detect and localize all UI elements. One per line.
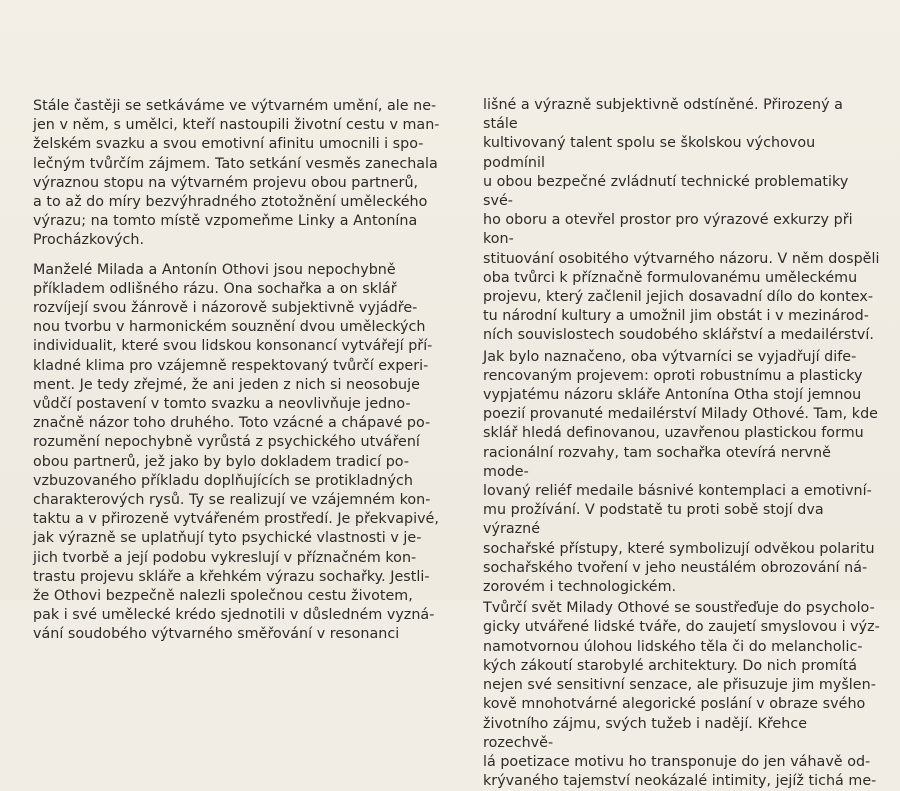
paragraph-intro: Stále častěji se setkáváme ve výtvarném umění, ale ne- jen v něm, s umělci, kteří nastoupili životní cestu v man- želském svazku a svou emotivní afinitu umocnili i spo- lečným tvůrčím zájmem. Tato setkání vesměs zanechala výraznou stopu na výtvarném projevu obou partnerů, a to až do míry bezvýhradného ztotožnění uměleckého výrazu; na tomto místě vzpomeňme Linky a Antonína Procházkových. (33, 98, 440, 249)
right-text-column (483, 96, 881, 791)
paragraph-differences: Jak bylo naznačeno, oba výtvarníci se vyjadřují dife- rencovaným projevem: oproti robustnímu a plasticky vypjatému názoru skláře Antonína Otha stojí jemnou poezií provanuté medailérství Milady Othové. Tam, kde sklář hledá definovanou, uzavřenou plastickou formu racionální rozvahy, tam sochařka otevírá nervně mode- lovaný reliéf medaile básnivé kontemplaci a emotivní- mu prožívání. V podstatě tu proti sobě stojí dva výrazné sochařské přístupy, které symbolizují odvěkou polaritu sochařského tvoření v jeho neustálém obrozování ná- zorovém i technologickém. (483, 348, 878, 596)
paragraph-othovi: Manželé Milada a Antonín Othovi jsou nepochybně příkladem odlišného rázu. Ona sochařka a on sklář rozvíjejí svou žánrově i názorově subjektivně vyjádře- nou tvorbu v harmonickém souznění dvou uměleckých individualit, které svou lidskou konsonancí vytvářejí pří- kladné klima pro vzájemně respektovaný tvůrčí experi- ment. Je tedy zřejmé, že ani jeden z nich si neosobuje vůdčí postavení v tomto svazku a neovlivňuje jedno- značně názor toho druhého. Toto vzácné a chápavé po- rozumění nepochybně vyrůstá z psychického utváření obou partnerů, jež jako by bylo dokladem tradicí po- vzbuzovaného příkladu doplňujících se protikladných charakterových rysů. Ty se realizují ve vzájemném kon- taktu a v přirozeně vytvářeném prostředí. Je překvapivé, jak výrazně se uplatňují tyto psychické vlastnosti v je- jich tvorbě a její podobu vykreslují v příznačném kon- trastu projevu skláře a křehkém výrazu sochařky. Jestli- že Othovi bezpečně nalezli společnou cestu životem, pak i své umělecké krédo sjednotili v důsledném vyzná- vání soudobého výtvarného směřování v resonanci (33, 261, 439, 643)
left-text-column (33, 97, 443, 655)
paragraph-milada-world: Tvůrčí svět Milady Othové se soustřeďuje do psycholo- gicky utvářené lidské tváře, do zaujetí smyslovou i výz- namotvornou úlohou lidského těla či do melancholic- kých zákoutí starobylé architektury. Do nich promítá nejen své sensitivní senzace, ale přisuzuje jim myšlen- kově mnohotvárné alegorické poslání v obraze svého životního zájmu, svých tužeb i nadějí. Křehce rozechvě- lá poetizace motivu ho transponuje do jen váhavě od- krývaného tajemství neokázalé intimity, jejíž tichá me- (483, 600, 880, 790)
paragraph-continuation: lišné a výrazně subjektivně odstíněné. Přirozený a stále kultivovaný talent spolu se školskou výchovou podmínil u obou bezpečné zvládnutí technické problematiky své- ho oboru a otevřel prostor pro výrazové exkurzy při kon- stituování osobitého výtvarného názoru. V něm dospěli oba tvůrci k příznačně formulovanému uměleckému projevu, který začlenil jejich dosavadní dílo do kontex- tu národní kultury a umožnil jim obstát i v mezinárod- ních souvislostech soudobého sklářství a medailérství. (483, 97, 880, 344)
